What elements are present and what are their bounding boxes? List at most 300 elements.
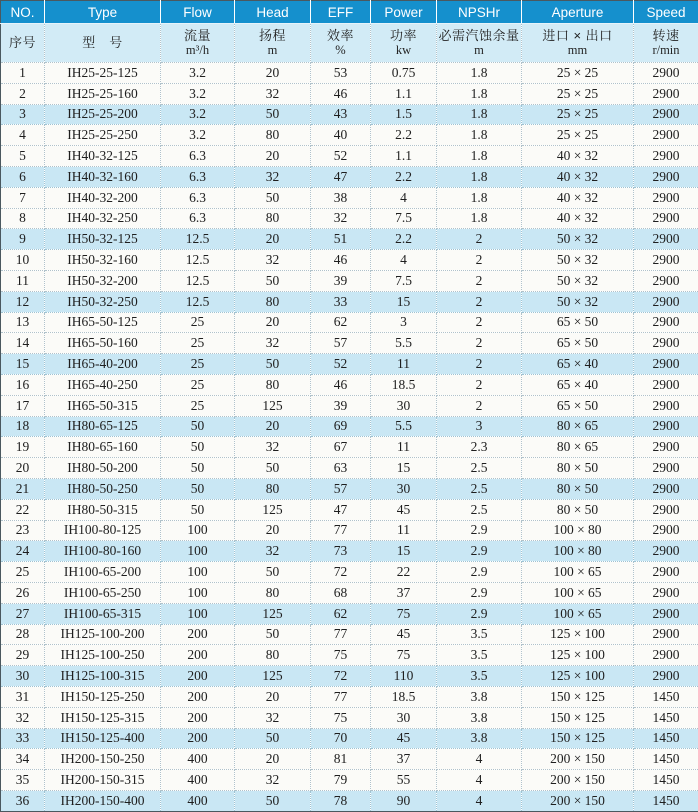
- cell-flow: 25: [161, 374, 235, 395]
- cell-power: 45: [371, 499, 437, 520]
- cell-aperture: 80 × 65: [522, 416, 634, 437]
- cell-eff: 75: [311, 707, 371, 728]
- cell-type: IH200-150-400: [45, 790, 161, 811]
- cell-aperture: 65 × 50: [522, 395, 634, 416]
- cell-power: 15: [371, 458, 437, 479]
- cell-type: IH125-100-250: [45, 645, 161, 666]
- table-row: [1, 520, 698, 541]
- cell-speed: 2900: [634, 499, 698, 520]
- cell-no: 9: [1, 229, 45, 250]
- cell-flow: 12.5: [161, 270, 235, 291]
- cell-head: 32: [235, 250, 311, 271]
- cell-aperture: 65 × 50: [522, 312, 634, 333]
- cell-power: 7.5: [371, 270, 437, 291]
- cell-eff: 43: [311, 104, 371, 125]
- cell-speed: 2900: [634, 624, 698, 645]
- cell-no: 19: [1, 437, 45, 458]
- cell-no: 3: [1, 104, 45, 125]
- table-row: [1, 374, 698, 395]
- cell-eff: 39: [311, 395, 371, 416]
- cell-no: 25: [1, 562, 45, 583]
- table-row: [1, 104, 698, 125]
- cell-speed: 2900: [634, 562, 698, 583]
- subheader-label: 转速: [634, 28, 698, 44]
- cell-aperture: 80 × 50: [522, 499, 634, 520]
- cell-head: 80: [235, 374, 311, 395]
- cell-type: IH100-65-315: [45, 603, 161, 624]
- cell-npshr: 2.5: [437, 478, 522, 499]
- table-header: [1, 1, 698, 63]
- cell-eff: 47: [311, 499, 371, 520]
- cell-power: 37: [371, 749, 437, 770]
- cell-head: 32: [235, 707, 311, 728]
- cell-no: 22: [1, 499, 45, 520]
- cell-no: 31: [1, 686, 45, 707]
- cell-speed: 1450: [634, 749, 698, 770]
- cell-npshr: 2: [437, 374, 522, 395]
- cell-no: 13: [1, 312, 45, 333]
- cell-type: IH80-50-200: [45, 458, 161, 479]
- cell-no: 16: [1, 374, 45, 395]
- cell-no: 26: [1, 582, 45, 603]
- cell-type: IH200-150-315: [45, 770, 161, 791]
- cell-type: IH25-25-200: [45, 104, 161, 125]
- cell-speed: 2900: [634, 354, 698, 375]
- cell-speed: 2900: [634, 645, 698, 666]
- cell-eff: 46: [311, 83, 371, 104]
- cell-power: 5.5: [371, 333, 437, 354]
- cell-speed: 2900: [634, 374, 698, 395]
- cell-eff: 53: [311, 63, 371, 84]
- cell-speed: 2900: [634, 166, 698, 187]
- cell-speed: 1450: [634, 728, 698, 749]
- cell-flow: 6.3: [161, 187, 235, 208]
- cell-type: IH40-32-125: [45, 146, 161, 167]
- cell-npshr: 2.5: [437, 458, 522, 479]
- cell-npshr: 2.9: [437, 603, 522, 624]
- cell-no: 30: [1, 666, 45, 687]
- cell-head: 20: [235, 416, 311, 437]
- cell-no: 10: [1, 250, 45, 271]
- cell-eff: 32: [311, 208, 371, 229]
- cell-aperture: 100 × 80: [522, 541, 634, 562]
- cell-power: 4: [371, 250, 437, 271]
- col-subheader-head: [235, 24, 311, 63]
- cell-type: IH100-80-125: [45, 520, 161, 541]
- cell-eff: 81: [311, 749, 371, 770]
- cell-power: 75: [371, 645, 437, 666]
- cell-power: 18.5: [371, 374, 437, 395]
- cell-power: 22: [371, 562, 437, 583]
- cell-type: IH65-40-250: [45, 374, 161, 395]
- cell-speed: 2900: [634, 541, 698, 562]
- cell-flow: 3.2: [161, 83, 235, 104]
- cell-speed: 2900: [634, 291, 698, 312]
- cell-no: 15: [1, 354, 45, 375]
- header-row-english: [1, 1, 698, 24]
- table-row: [1, 478, 698, 499]
- table-row: [1, 416, 698, 437]
- table-row: [1, 166, 698, 187]
- cell-npshr: 2.9: [437, 562, 522, 583]
- table-row: [1, 541, 698, 562]
- cell-power: 45: [371, 624, 437, 645]
- cell-eff: 79: [311, 770, 371, 791]
- cell-aperture: 50 × 32: [522, 270, 634, 291]
- cell-speed: 2900: [634, 666, 698, 687]
- cell-no: 7: [1, 187, 45, 208]
- cell-head: 32: [235, 541, 311, 562]
- table-row: [1, 603, 698, 624]
- cell-npshr: 2: [437, 354, 522, 375]
- cell-flow: 50: [161, 458, 235, 479]
- cell-npshr: 2: [437, 395, 522, 416]
- table-row: [1, 312, 698, 333]
- cell-aperture: 100 × 65: [522, 582, 634, 603]
- subheader-label: 进口 × 出口: [522, 28, 633, 44]
- cell-type: IH50-32-200: [45, 270, 161, 291]
- table-row: [1, 707, 698, 728]
- cell-head: 50: [235, 104, 311, 125]
- table-row: [1, 146, 698, 167]
- cell-flow: 100: [161, 603, 235, 624]
- cell-type: IH80-65-160: [45, 437, 161, 458]
- cell-type: IH25-25-125: [45, 63, 161, 84]
- subheader-unit: %: [311, 44, 370, 58]
- cell-no: 36: [1, 790, 45, 811]
- cell-type: IH50-32-160: [45, 250, 161, 271]
- cell-aperture: 25 × 25: [522, 83, 634, 104]
- cell-aperture: 40 × 32: [522, 187, 634, 208]
- cell-no: 6: [1, 166, 45, 187]
- cell-flow: 3.2: [161, 125, 235, 146]
- cell-power: 5.5: [371, 416, 437, 437]
- cell-power: 55: [371, 770, 437, 791]
- cell-eff: 73: [311, 541, 371, 562]
- cell-flow: 12.5: [161, 250, 235, 271]
- col-subheader-no: [1, 24, 45, 63]
- table-row: [1, 770, 698, 791]
- subheader-label: 型 号: [45, 35, 160, 51]
- cell-eff: 63: [311, 458, 371, 479]
- cell-type: IH25-25-250: [45, 125, 161, 146]
- cell-npshr: 2: [437, 229, 522, 250]
- cell-eff: 57: [311, 333, 371, 354]
- subheader-label: 流量: [161, 28, 234, 44]
- col-header-npshr: NPSHr: [437, 1, 522, 24]
- cell-eff: 52: [311, 354, 371, 375]
- cell-flow: 50: [161, 478, 235, 499]
- cell-aperture: 200 × 150: [522, 749, 634, 770]
- cell-type: IH65-40-200: [45, 354, 161, 375]
- cell-head: 20: [235, 686, 311, 707]
- cell-npshr: 1.8: [437, 104, 522, 125]
- cell-eff: 77: [311, 686, 371, 707]
- cell-flow: 6.3: [161, 166, 235, 187]
- cell-power: 2.2: [371, 166, 437, 187]
- cell-eff: 52: [311, 146, 371, 167]
- cell-head: 80: [235, 125, 311, 146]
- cell-aperture: 150 × 125: [522, 707, 634, 728]
- cell-head: 32: [235, 83, 311, 104]
- cell-speed: 2900: [634, 83, 698, 104]
- cell-eff: 46: [311, 250, 371, 271]
- cell-head: 20: [235, 312, 311, 333]
- cell-type: IH150-125-250: [45, 686, 161, 707]
- cell-npshr: 4: [437, 749, 522, 770]
- cell-aperture: 200 × 150: [522, 790, 634, 811]
- cell-flow: 50: [161, 437, 235, 458]
- cell-speed: 2900: [634, 333, 698, 354]
- col-subheader-aperture: [522, 24, 634, 63]
- cell-power: 1.5: [371, 104, 437, 125]
- cell-no: 32: [1, 707, 45, 728]
- cell-no: 4: [1, 125, 45, 146]
- cell-flow: 50: [161, 416, 235, 437]
- cell-flow: 400: [161, 749, 235, 770]
- cell-type: IH65-50-160: [45, 333, 161, 354]
- cell-eff: 62: [311, 603, 371, 624]
- cell-head: 80: [235, 291, 311, 312]
- table-row: [1, 686, 698, 707]
- cell-eff: 40: [311, 125, 371, 146]
- cell-npshr: 2: [437, 291, 522, 312]
- cell-head: 32: [235, 437, 311, 458]
- cell-head: 32: [235, 333, 311, 354]
- cell-head: 50: [235, 728, 311, 749]
- cell-flow: 200: [161, 686, 235, 707]
- cell-head: 125: [235, 395, 311, 416]
- cell-eff: 72: [311, 562, 371, 583]
- cell-eff: 57: [311, 478, 371, 499]
- table-row: [1, 437, 698, 458]
- cell-npshr: 1.8: [437, 125, 522, 146]
- cell-no: 1: [1, 63, 45, 84]
- cell-head: 125: [235, 603, 311, 624]
- cell-eff: 77: [311, 520, 371, 541]
- cell-head: 32: [235, 166, 311, 187]
- cell-head: 50: [235, 562, 311, 583]
- cell-no: 21: [1, 478, 45, 499]
- cell-type: IH80-65-125: [45, 416, 161, 437]
- table-row: [1, 83, 698, 104]
- cell-power: 11: [371, 520, 437, 541]
- cell-speed: 2900: [634, 229, 698, 250]
- cell-type: IH100-80-160: [45, 541, 161, 562]
- cell-aperture: 50 × 32: [522, 250, 634, 271]
- cell-npshr: 4: [437, 790, 522, 811]
- cell-speed: 2900: [634, 437, 698, 458]
- cell-flow: 100: [161, 582, 235, 603]
- cell-speed: 2900: [634, 416, 698, 437]
- cell-power: 75: [371, 603, 437, 624]
- cell-type: IH125-100-200: [45, 624, 161, 645]
- table-row: [1, 790, 698, 811]
- cell-npshr: 1.8: [437, 146, 522, 167]
- cell-aperture: 40 × 32: [522, 166, 634, 187]
- table-row: [1, 270, 698, 291]
- cell-eff: 46: [311, 374, 371, 395]
- cell-eff: 62: [311, 312, 371, 333]
- cell-no: 11: [1, 270, 45, 291]
- subheader-label: 必需汽蚀余量: [437, 28, 521, 44]
- cell-eff: 69: [311, 416, 371, 437]
- table-row: [1, 208, 698, 229]
- cell-speed: 2900: [634, 582, 698, 603]
- cell-npshr: 1.8: [437, 208, 522, 229]
- subheader-unit: m³/h: [161, 44, 234, 58]
- cell-flow: 100: [161, 520, 235, 541]
- table-row: [1, 229, 698, 250]
- cell-head: 125: [235, 499, 311, 520]
- cell-type: IH150-125-315: [45, 707, 161, 728]
- cell-flow: 200: [161, 624, 235, 645]
- cell-flow: 25: [161, 395, 235, 416]
- cell-aperture: 100 × 65: [522, 603, 634, 624]
- cell-power: 18.5: [371, 686, 437, 707]
- cell-type: IH200-150-250: [45, 749, 161, 770]
- cell-aperture: 80 × 50: [522, 478, 634, 499]
- cell-head: 20: [235, 749, 311, 770]
- cell-npshr: 1.8: [437, 83, 522, 104]
- cell-type: IH125-100-315: [45, 666, 161, 687]
- subheader-label: 序号: [1, 35, 44, 51]
- subheader-label: 效率: [311, 28, 370, 44]
- cell-speed: 2900: [634, 458, 698, 479]
- cell-head: 80: [235, 645, 311, 666]
- table-row: [1, 562, 698, 583]
- cell-npshr: 2.9: [437, 541, 522, 562]
- cell-eff: 78: [311, 790, 371, 811]
- cell-aperture: 80 × 50: [522, 458, 634, 479]
- table-row: [1, 458, 698, 479]
- cell-no: 12: [1, 291, 45, 312]
- col-header-type: Type: [45, 1, 161, 24]
- cell-flow: 6.3: [161, 146, 235, 167]
- cell-aperture: 125 × 100: [522, 645, 634, 666]
- col-subheader-power: [371, 24, 437, 63]
- cell-head: 32: [235, 770, 311, 791]
- cell-head: 50: [235, 187, 311, 208]
- cell-eff: 72: [311, 666, 371, 687]
- cell-eff: 68: [311, 582, 371, 603]
- table-row: [1, 291, 698, 312]
- cell-type: IH65-50-315: [45, 395, 161, 416]
- cell-head: 125: [235, 666, 311, 687]
- table-row: [1, 728, 698, 749]
- cell-aperture: 100 × 80: [522, 520, 634, 541]
- cell-speed: 1450: [634, 686, 698, 707]
- cell-npshr: 3.5: [437, 645, 522, 666]
- cell-type: IH80-50-315: [45, 499, 161, 520]
- cell-speed: 2900: [634, 146, 698, 167]
- table-row: [1, 250, 698, 271]
- cell-flow: 200: [161, 666, 235, 687]
- cell-head: 20: [235, 146, 311, 167]
- table-row: [1, 63, 698, 84]
- cell-npshr: 1.8: [437, 187, 522, 208]
- table-body: [1, 63, 698, 812]
- cell-power: 11: [371, 354, 437, 375]
- cell-power: 7.5: [371, 208, 437, 229]
- cell-npshr: 2.5: [437, 499, 522, 520]
- cell-power: 15: [371, 541, 437, 562]
- cell-npshr: 3.5: [437, 624, 522, 645]
- col-header-speed: Speed: [634, 1, 698, 24]
- cell-no: 2: [1, 83, 45, 104]
- subheader-unit: r/min: [634, 44, 698, 58]
- cell-npshr: 2: [437, 312, 522, 333]
- col-header-power: Power: [371, 1, 437, 24]
- cell-head: 50: [235, 624, 311, 645]
- cell-flow: 3.2: [161, 63, 235, 84]
- cell-no: 18: [1, 416, 45, 437]
- cell-power: 2.2: [371, 125, 437, 146]
- cell-no: 23: [1, 520, 45, 541]
- cell-flow: 50: [161, 499, 235, 520]
- cell-npshr: 2: [437, 333, 522, 354]
- cell-flow: 3.2: [161, 104, 235, 125]
- cell-power: 30: [371, 707, 437, 728]
- cell-aperture: 125 × 100: [522, 666, 634, 687]
- cell-speed: 2900: [634, 208, 698, 229]
- table-row: [1, 125, 698, 146]
- cell-head: 20: [235, 63, 311, 84]
- table-row: [1, 645, 698, 666]
- cell-no: 8: [1, 208, 45, 229]
- cell-power: 110: [371, 666, 437, 687]
- cell-npshr: 1.8: [437, 166, 522, 187]
- cell-type: IH40-32-200: [45, 187, 161, 208]
- cell-speed: 2900: [634, 520, 698, 541]
- cell-aperture: 150 × 125: [522, 686, 634, 707]
- subheader-label: 功率: [371, 28, 436, 44]
- cell-npshr: 3: [437, 416, 522, 437]
- table-row: [1, 749, 698, 770]
- subheader-unit: m: [437, 44, 521, 58]
- cell-type: IH80-50-250: [45, 478, 161, 499]
- cell-aperture: 150 × 125: [522, 728, 634, 749]
- cell-flow: 200: [161, 645, 235, 666]
- cell-speed: 2900: [634, 395, 698, 416]
- table-row: [1, 187, 698, 208]
- table-row: [1, 624, 698, 645]
- cell-head: 50: [235, 270, 311, 291]
- cell-aperture: 65 × 50: [522, 333, 634, 354]
- header-row-chinese: [1, 24, 698, 63]
- cell-aperture: 200 × 150: [522, 770, 634, 791]
- cell-type: IH25-25-160: [45, 83, 161, 104]
- subheader-unit: mm: [522, 44, 633, 58]
- col-header-aperture: Aperture: [522, 1, 634, 24]
- cell-power: 45: [371, 728, 437, 749]
- cell-flow: 100: [161, 541, 235, 562]
- cell-speed: 2900: [634, 603, 698, 624]
- cell-no: 5: [1, 146, 45, 167]
- subheader-label: 扬程: [235, 28, 310, 44]
- table-row: [1, 333, 698, 354]
- cell-power: 1.1: [371, 83, 437, 104]
- cell-speed: 2900: [634, 478, 698, 499]
- cell-aperture: 40 × 32: [522, 146, 634, 167]
- col-subheader-npshr: [437, 24, 522, 63]
- col-subheader-flow: [161, 24, 235, 63]
- cell-npshr: 2.9: [437, 520, 522, 541]
- cell-npshr: 2.3: [437, 437, 522, 458]
- cell-flow: 200: [161, 728, 235, 749]
- cell-flow: 400: [161, 770, 235, 791]
- cell-power: 4: [371, 187, 437, 208]
